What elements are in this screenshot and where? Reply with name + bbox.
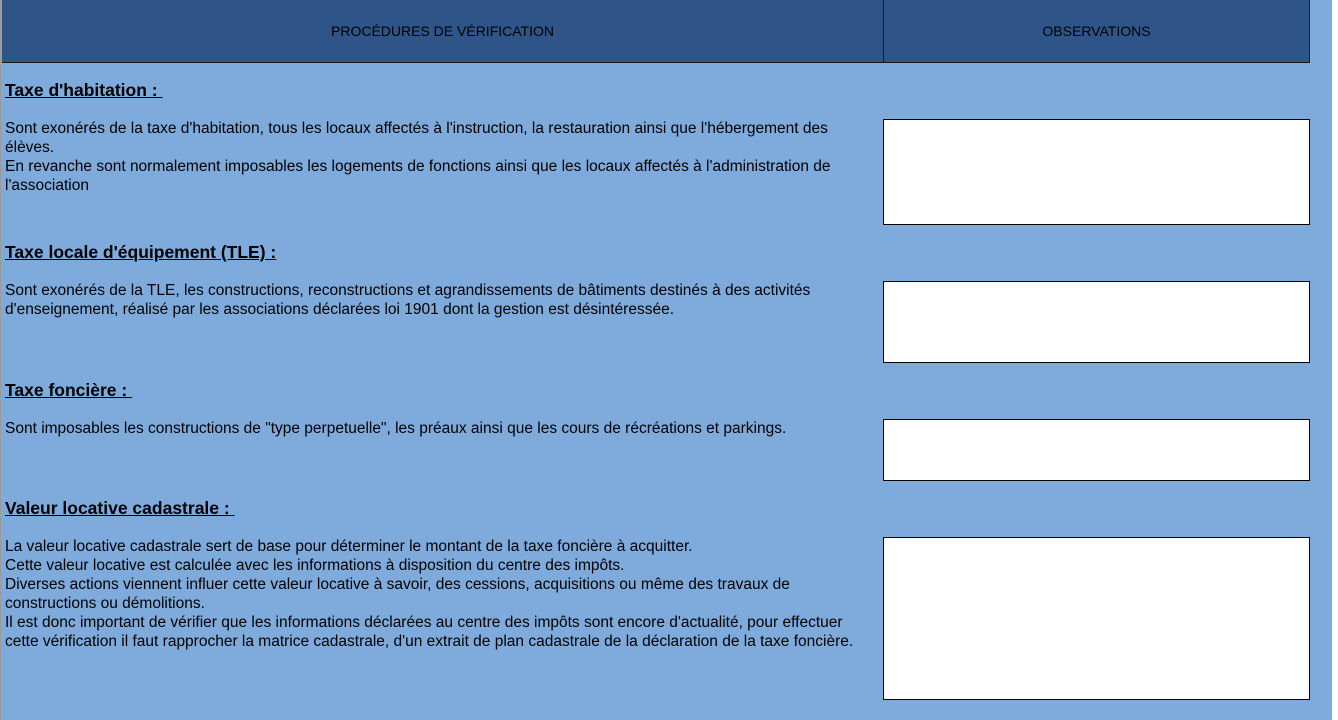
text-line: Cette valeur locative est calculée avec les informations à disposition du centre des impôts. — [5, 557, 625, 574]
section-title-valeur-locative: Valeur locative cadastrale : — [5, 498, 235, 518]
section-title-taxe-fonciere: Taxe foncière : — [5, 380, 133, 400]
header-observations: OBSERVATIONS — [1042, 23, 1151, 39]
sheet-right-edge — [1332, 0, 1338, 720]
section-title-tle: Taxe locale d'équipement (TLE) : — [5, 242, 277, 262]
text-line: En revanche sont normalement imposables les logements de fonctions ainsi que les locaux affectés à l'administration de l'association — [5, 158, 831, 194]
observation-box-taxe-habitation[interactable] — [883, 119, 1310, 225]
text-line: Sont exonérés de la taxe d'habitation, tous les locaux affectés à l'instruction, la restauration ainsi que l'hébergement des élèves. — [5, 120, 828, 156]
section-text-tle — [5, 281, 875, 319]
text-line: Diverses actions viennent influer cette valeur locative à savoir, des cessions, acquisitions ou même des travaux de constructions ou démolitions. — [5, 576, 790, 612]
table-header — [2, 0, 1310, 63]
text-line: Sont imposables les constructions de "type perpetuelle", les préaux ainsi que les cours de récréations et parkings. — [5, 420, 787, 437]
observation-box-valeur-locative[interactable] — [883, 537, 1310, 700]
header-procedures: PROCÉDURES DE VÉRIFICATION — [2, 0, 884, 62]
section-text-taxe-fonciere — [5, 419, 875, 438]
section-text-taxe-habitation — [5, 119, 875, 195]
text-line: La valeur locative cadastrale sert de base pour déterminer le montant de la taxe foncière à acquitter. — [5, 538, 693, 555]
text-line: Sont exonérés de la TLE, les constructions, reconstructions et agrandissements de bâtiments destinés à des activités d'enseignement, réalisé par les associations déclarées loi 1901 dont la gestion est désintéressée. — [5, 282, 811, 318]
observation-box-taxe-fonciere[interactable] — [883, 419, 1310, 481]
section-title-taxe-habitation: Taxe d'habitation : — [5, 80, 163, 100]
text-line: Il est donc important de vérifier que les informations déclarées au centre des impôts sont encore d'actualité, pour effectuer cette vérification il faut rapprocher la matrice cadastrale, d'un extrait de plan cadastrale de la déclaration de la taxe foncière. — [5, 614, 854, 650]
section-text-valeur-locative — [5, 537, 875, 651]
observation-box-tle[interactable] — [883, 281, 1310, 363]
sheet-left-edge — [0, 0, 1, 720]
